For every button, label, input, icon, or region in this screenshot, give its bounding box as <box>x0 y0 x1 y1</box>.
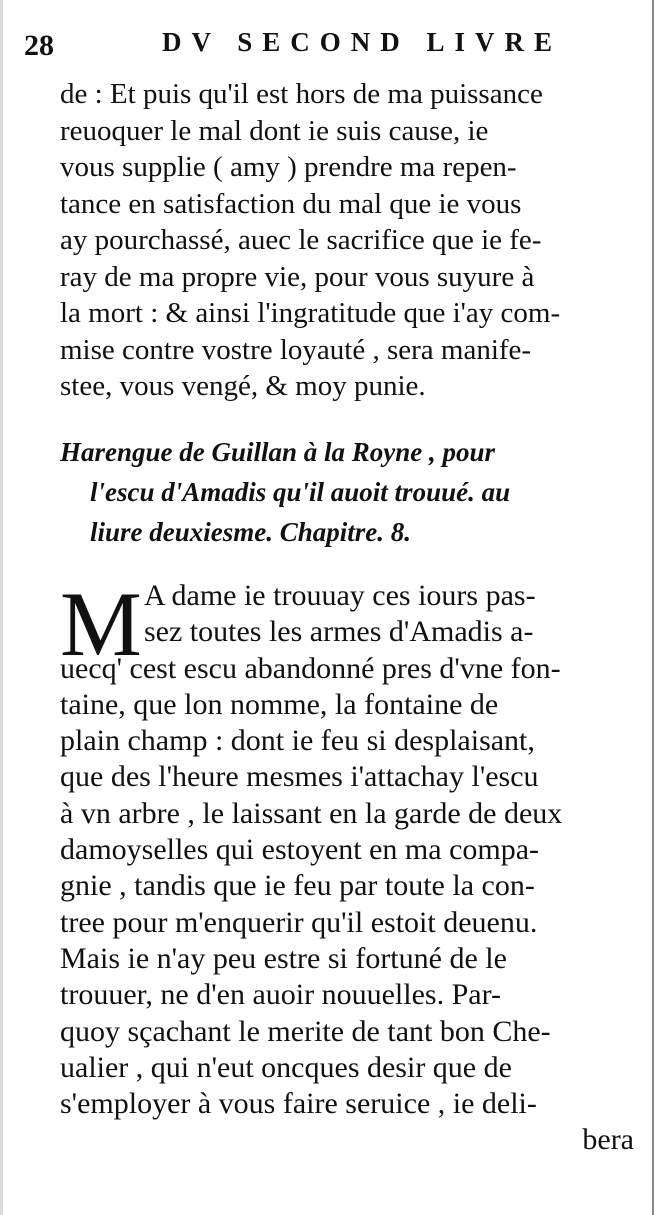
text-line: gnie , tandis que ie feu par toute la con- <box>60 869 535 903</box>
text-line: que des l'heure mesmes i'attachay l'escu <box>60 760 539 794</box>
text-line: quoy sçachant le merite de tant bon Che- <box>60 1014 551 1048</box>
text-line: de : Et puis qu'il est hors de ma puissance <box>60 78 543 110</box>
text-line: tance en satisfaction du mal que ie vous <box>60 187 522 220</box>
page-right-edge <box>652 0 654 1215</box>
text-line: ray de ma propre vie, pour vous suyure à <box>60 260 535 293</box>
page-number: 28 <box>24 29 54 62</box>
text-line: trouuer, ne d'en auoir nouuelles. Par- <box>60 978 501 1012</box>
text-line: s'employer à vous faire seruice , ie deli- <box>60 1087 537 1121</box>
paragraph-closing-speech <box>60 76 634 405</box>
text-line: plain champ : dont ie feu si desplaisant, <box>60 724 535 758</box>
text-line: reuoquer le mal dont ie suis cause, ie <box>60 114 489 147</box>
catchword: bera <box>582 1123 634 1157</box>
text-line: à vn arbre , le laissant en la garde de deux <box>60 796 563 830</box>
text-line: mise contre vostre loyauté , sera manife- <box>60 333 532 366</box>
paragraph-harangue <box>60 573 634 1159</box>
text-line: sez toutes les armes d'Amadis a- <box>144 615 534 649</box>
text-line: ay pourchassé, auec le sacrifice que ie fe- <box>60 224 542 256</box>
text-line: damoyselles qui estoyent en ma compa- <box>60 833 540 867</box>
drop-cap-initial: M <box>60 573 142 675</box>
section-heading <box>60 432 634 552</box>
text-line: A dame ie trouuay ces iours pas- <box>144 579 536 612</box>
text-line: stee, vous vengé, & moy punie. <box>60 370 426 402</box>
heading-line: liure deuxiesme. Chapitre. 8. <box>90 517 412 547</box>
text-line: ualier , qui n'eut oncques desir que de <box>60 1050 512 1084</box>
text-line: la mort : & ainsi l'ingratitude que i'ay com- <box>60 297 561 329</box>
page-header <box>24 12 624 60</box>
page-left-edge <box>0 0 3 1215</box>
text-line: uecq' cest escu abandonné pres d'vne fon- <box>60 651 561 685</box>
running-head: DV SECOND LIVRE <box>162 27 563 57</box>
heading-line: l'escu d'Amadis qu'il auoit trouué. au <box>90 477 511 507</box>
text-line: taine, que lon nomme, la fontaine de <box>60 687 499 721</box>
text-line: Mais ie n'ay peu estre si fortuné de le <box>60 941 507 975</box>
heading-line: Harengue de Guillan à la Royne , pour <box>60 437 496 467</box>
text-line: vous supplie ( amy ) prendre ma repen- <box>60 151 517 183</box>
text-line: tree pour m'enquerir qu'il estoit deuenu. <box>60 905 538 939</box>
